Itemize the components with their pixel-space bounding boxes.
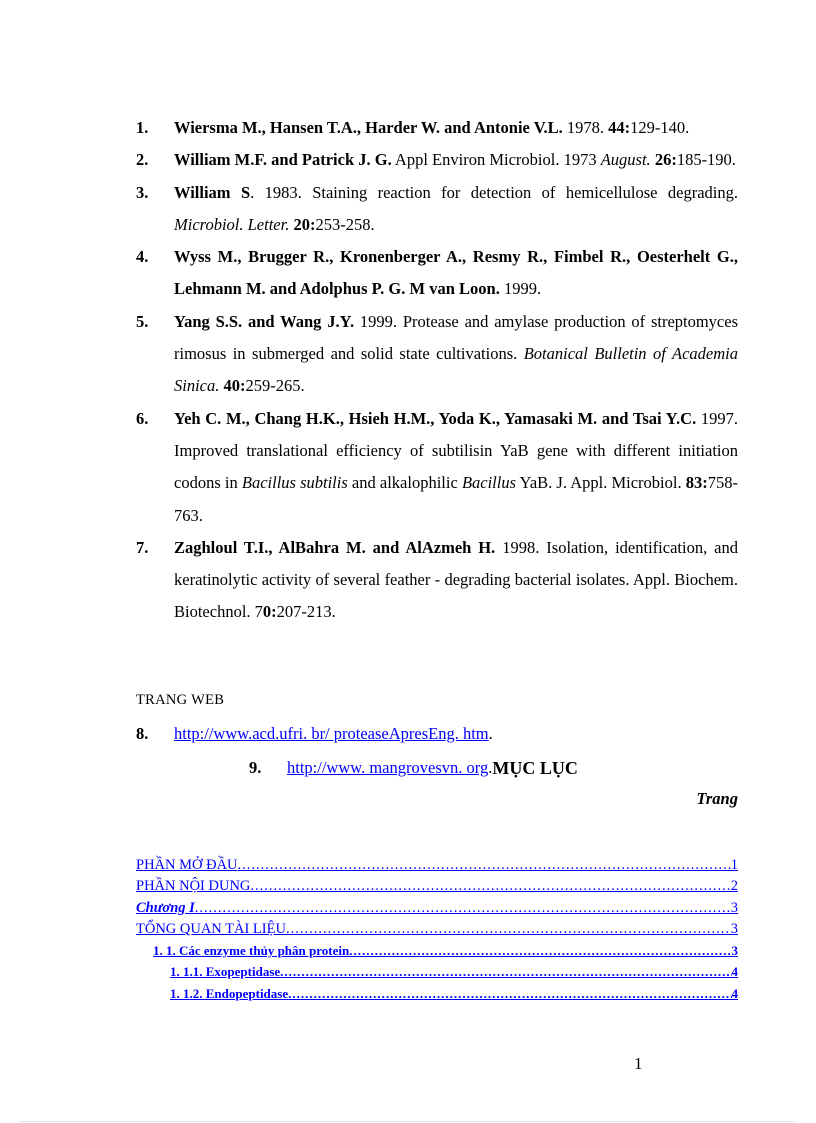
reference-segment: Zaghloul T.I., AlBahra M. and AlAzmeh H. — [174, 537, 496, 557]
toc-entry-page: 3 — [730, 899, 738, 916]
toc-entry-page: 3 — [730, 920, 738, 937]
reference-item — [136, 144, 738, 176]
reference-segment: Wyss M., Brugger R., Kronenberger A., Resmy R., Fimbel R., Oesterhelt G., Lehmann M. and Adolphus P. G. M van Loon. — [174, 247, 738, 299]
reference-segment: 129-140. — [630, 118, 690, 137]
reference-text — [174, 403, 738, 532]
reference-item — [136, 306, 738, 403]
reference-item — [136, 112, 738, 144]
reference-segment: 207-213. — [276, 602, 336, 622]
reference-segment: 0: — [262, 602, 277, 622]
reference-number: 6. — [136, 408, 149, 428]
toc-leader-dots — [280, 961, 731, 982]
web-link-after: . — [488, 758, 493, 777]
reference-number: 1. — [136, 118, 149, 137]
reference-segment: 1997. Improved translational efficiency of subtilisin YaB gene with different initiation codons in — [174, 408, 738, 493]
toc-entry-title: TỔNG QUAN TÀI LIỆU — [136, 920, 286, 937]
toc-entry-title: Chương I — [136, 899, 195, 916]
toc-entry[interactable] — [136, 940, 738, 961]
web-link-row-9 — [249, 756, 578, 780]
reference-segment: 44: — [608, 118, 631, 137]
toc-entry-title: PHẦN MỞ ĐẦU — [136, 857, 238, 873]
web-link-row-8 — [136, 722, 493, 746]
web-link-8[interactable]: http://www.acd.ufri. br/ proteaseApresEng. htm — [174, 724, 489, 743]
toc-leader-dots — [286, 919, 731, 940]
toc-page-label: Trang — [696, 789, 738, 808]
reference-number: 2. — [136, 150, 149, 170]
reference-segment: 40: — [223, 376, 246, 396]
reference-list — [136, 112, 738, 629]
reference-segment: Bacillus — [461, 473, 517, 493]
page-number: 1 — [634, 1054, 643, 1073]
reference-segment: 259-265. — [245, 376, 305, 396]
toc-entry[interactable] — [136, 898, 738, 919]
web-section-label: TRANG WEB — [136, 692, 225, 708]
toc-entry[interactable] — [136, 983, 738, 1004]
reference-segment: 26: — [654, 150, 677, 170]
toc-leader-dots — [195, 898, 731, 919]
reference-segment: 253-258. — [315, 214, 375, 234]
reference-text — [174, 177, 738, 242]
reference-item — [136, 241, 738, 306]
reference-number: 7. — [136, 537, 149, 557]
reference-segment: 758-763. — [174, 473, 738, 525]
reference-segment: August. — [600, 150, 651, 170]
web-link-9[interactable]: http://www. mangrovesvn. org — [287, 758, 489, 777]
web-link-after: . — [488, 724, 493, 743]
toc-entry[interactable] — [136, 855, 738, 876]
toc-entry-title: 1. 1.2. Endopeptidase — [170, 985, 289, 1001]
toc-entry[interactable] — [136, 876, 738, 897]
reference-text — [174, 241, 738, 306]
toc-leader-dots — [238, 855, 731, 876]
reference-segment: Bacillus subtilis — [241, 473, 348, 493]
reference-number: 3. — [136, 182, 149, 202]
reference-segment: 185-190. — [676, 150, 736, 170]
reference-text — [174, 112, 738, 144]
web-link-number: 9. — [249, 758, 262, 777]
toc-leader-dots — [250, 876, 730, 897]
reference-segment: YaB. J. Appl. Microbiol. — [516, 473, 686, 493]
reference-item — [136, 177, 738, 242]
page-bottom-divider — [20, 1121, 796, 1122]
reference-segment: William M.F. and Patrick J. G. — [174, 150, 392, 170]
reference-segment: Yang S.S. and Wang J.Y. — [174, 311, 355, 331]
reference-item — [136, 403, 738, 532]
reference-segment: 20: — [293, 214, 316, 234]
reference-segment: Yeh C. M., Chang H.K., Hsieh H.M., Yoda K., Yamasaki M. and Tsai Y.C. — [174, 408, 697, 428]
reference-segment: 1978. — [562, 118, 609, 137]
toc-heading: MỤC LỤC — [492, 758, 578, 778]
reference-text — [174, 144, 738, 176]
toc-entry-page: 4 — [731, 964, 738, 980]
reference-segment: Appl Environ Microbiol. 1973 — [391, 150, 601, 170]
reference-number: 4. — [136, 247, 149, 267]
toc-entry-title: 1. 1. Các enzyme thủy phân protein — [153, 943, 350, 959]
reference-text — [174, 306, 738, 403]
toc-leader-dots — [288, 983, 731, 1004]
web-link-number: 8. — [136, 724, 149, 743]
reference-segment: 1998. Isolation, identification, and keratinolytic activity of several feather - degrading bacterial isolates. Appl. Biochem. Biotechnol. 7 — [174, 537, 738, 622]
toc-entry-page: 1 — [730, 857, 738, 873]
reference-segment: . 1983. Staining reaction for detection of hemicellulose degrading. — [250, 182, 738, 202]
reference-segment: 1999. Protease and amylase production of streptomyces rimosus in submerged and solid state cultivations. — [174, 311, 739, 364]
reference-segment: William S — [174, 182, 251, 202]
toc-entry-page: 4 — [731, 985, 738, 1001]
reference-item — [136, 532, 738, 629]
reference-segment: Botanical Bulletin of Academia Sinica. — [174, 344, 739, 396]
reference-segment: 83: — [685, 473, 708, 493]
toc-entry[interactable] — [136, 919, 738, 940]
reference-segment: 1999. — [499, 279, 542, 299]
reference-segment: Microbiol. Letter. — [174, 214, 290, 234]
toc-entry-title: 1. 1.1. Exopeptidase — [170, 964, 281, 980]
toc-entry[interactable] — [136, 961, 738, 982]
table-of-contents — [136, 855, 738, 1004]
toc-entry-title: PHẦN NỘI DUNG — [136, 878, 251, 895]
toc-entry-page: 3 — [731, 943, 738, 959]
reference-segment: and alkalophilic — [347, 473, 462, 493]
toc-leader-dots — [349, 940, 731, 961]
reference-number: 5. — [136, 311, 149, 331]
reference-text — [174, 532, 738, 629]
reference-segment: Wiersma M., Hansen T.A., Harder W. and Antonie V.L. — [174, 118, 563, 137]
toc-entry-page: 2 — [730, 878, 738, 895]
